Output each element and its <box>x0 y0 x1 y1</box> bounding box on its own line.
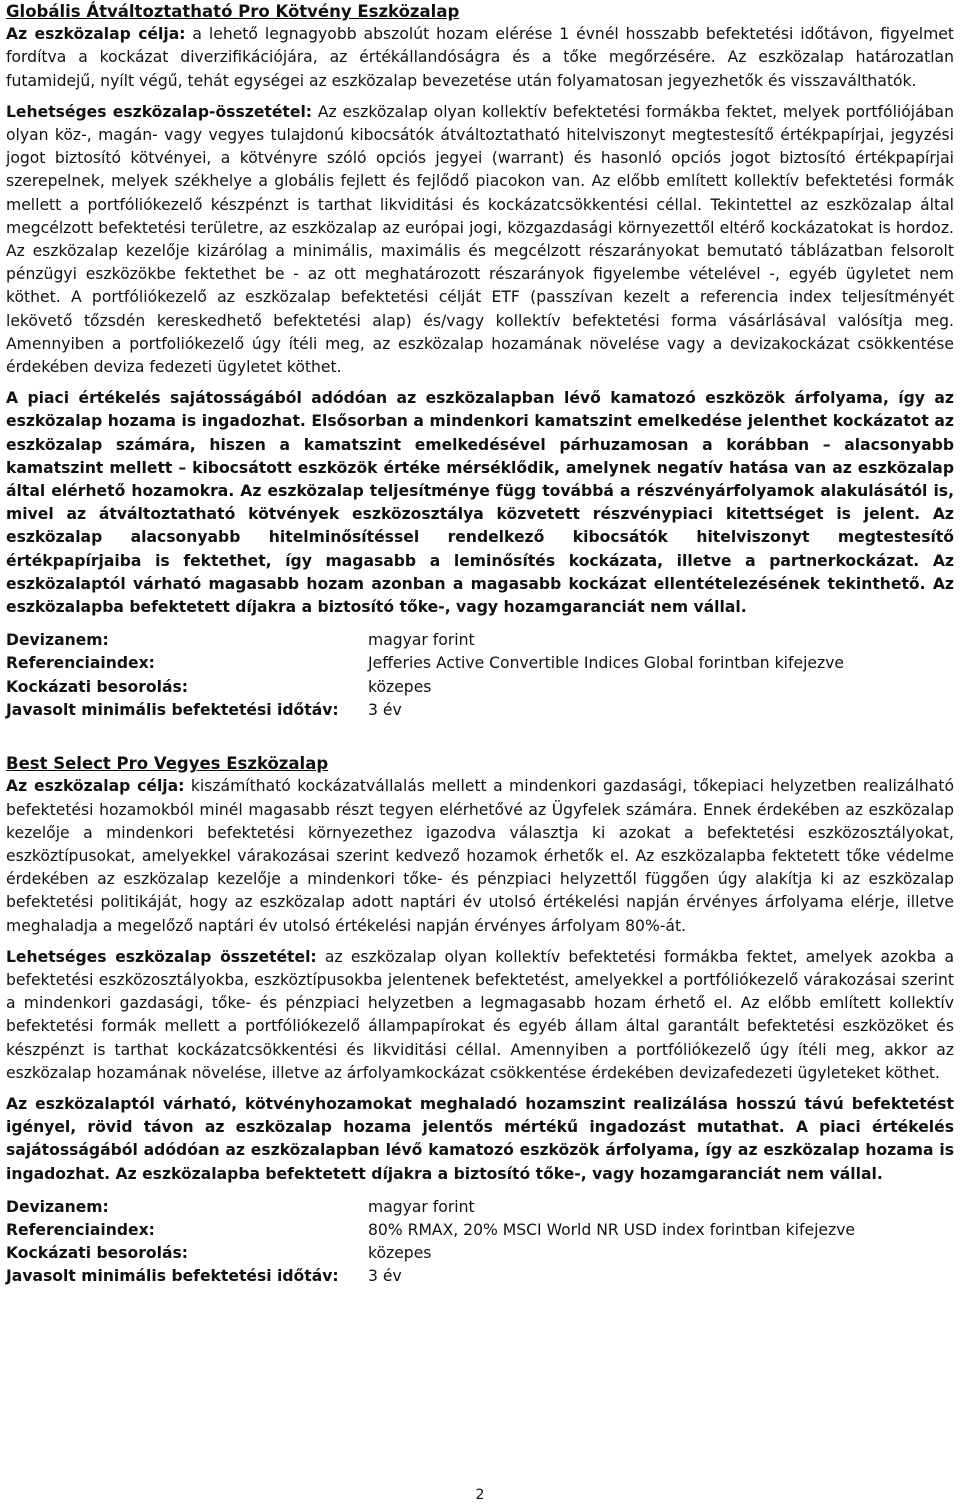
spec-row-horizon <box>6 1265 954 1288</box>
spec-value: 3 év <box>368 700 402 719</box>
composition-paragraph <box>6 946 954 1085</box>
spec-value: 3 év <box>368 1267 402 1286</box>
goal-label: Az eszközalap célja: <box>6 777 185 796</box>
spec-row-currency <box>6 629 954 652</box>
spec-label: Referenciaindex: <box>6 654 155 673</box>
spec-value: Jefferies Active Convertible Indices Global forintban kifejezve <box>368 654 845 673</box>
spec-row-index <box>6 652 954 675</box>
spec-value: közepes <box>368 677 432 696</box>
goal-paragraph <box>6 775 954 937</box>
goal-text: a lehető legnagyobb abszolút hozam elérése 1 évnél hosszabb befektetési időtávon, figyelmet fordítva a kockázat diverzifikációjára, az értékállandóságra és a tőke megőrzésére. Az eszközalap határozatlan futamidejű, nyílt végű, tehát egységei az eszközalap bevezetése után folyamatosan jegyezhetők és visszaválthatók. <box>6 25 955 90</box>
spec-value: 80% RMAX, 20% MSCI World NR USD index forintban kifejezve <box>368 1220 856 1239</box>
goal-label: Az eszközalap célja: <box>6 25 186 44</box>
spec-label: Kockázati besorolás: <box>6 677 189 696</box>
composition-text: az eszközalap olyan kollektív befektetési formákba fektet, amelyek azokba a befektetési eszközosztályokba, eszköztípusokba jelentenek befektetést, amelyekkel a portfóliókezelő várakozásai szerint a mindenkori gazdasági, tőke- és pénzpiaci helyzetben a legmagasabb hozam érhető el. Az előbb említett kollektív befektetési formák mellett a portfóliókezelő állampapírokat és egyéb állam által garantált befektetési eszközöket és készpénzt is tarthat kockázatcsökkentési és likviditási céllal. Amennyiben a portfóliókezelő úgy ítéli meg, akkor az eszközalap hozamának növelése, illetve az árfolyamkockázat csökkentése érdekében devizafedezeti ügyleteket köthet. <box>6 947 954 1082</box>
goal-paragraph <box>6 23 954 93</box>
spec-value: magyar forint <box>368 631 475 650</box>
goal-text: kiszámítható kockázatvállalás mellett a mindenkori gazdasági, tőkepiaci helyzetben realizálható befektetési hozamokból minél magasabb részt tegyen elérhetővé az Ügyfelek számára. Ennek érdekében az eszközalap kezelője a mindenkori befektetési környezethez igazodva választja ki azokat a befektetési eszközosztályokat, eszköztípusokat, amelyekkel várakozásai szerint kedvező hozamok érhetők el. Az eszközalapba fektetett tőke védelme érdekében az eszközalap kezelője a mindenkori tőke- és pénzpiaci helyzettől függően úgy alakítja ki az eszközalap befektetési politikáját, hogy az eszközalap adott naptári év utolsó értékelési napján érvényes árfolyama elérje, illetve meghaladja a megelőző naptári év utolsó értékelési napján érvényes árfolyam 80%-át. <box>6 777 954 935</box>
spec-label: Devizanem: <box>6 631 109 650</box>
risk-paragraph: Az eszközalaptól várható, kötvényhozamokat meghaladó hozamszint realizálása hosszú távú befektetést igényel, rövid távon az eszközalap hozama jelentős mértékű ingadozást mutathat. A piaci értékelés sajátosságából adódóan az eszközalapban lévő kamatozó eszközök árfolyama, így az eszközalap hozama is ingadozhat. Az eszközalapba befektetett díjakra a biztosító tőke-, vagy hozamgaranciát nem vállal. <box>6 1094 954 1183</box>
spec-label: Javasolt minimális befektetési időtáv: <box>6 700 339 719</box>
composition-label: Lehetséges eszközalap összetétel: <box>6 947 317 966</box>
composition-text: Az eszközalap olyan kollektív befektetési formákba fektet, melyek portfóliójában olyan köz-, magán- vagy vegyes tulajdonú kibocsátók átváltoztatható hitelviszonyt megtestesítő értékpapírjai, jegyzési jogot biztosító kötvényei, a kötvényre szóló opciós jegyei (warrant) és hasonló opciós jogot biztosító értékpapírjai szerepelnek, melyek székhelye a globális fejlett és fejlődő piacokon van. Az előbb említett kollektív befektetési formák mellett a portfóliókezelő készpénzt is tarthat likviditási és kockázatcsökkentési céllal. Tekintettel az eszközalap által megcélzott befektetési területre, az eszközalap az európai jogi, közgazdasági környezettől eltérő kockázatokat is hordoz. Az eszközalap kezelője kizárólag a minimális, maximális és megcélzott részarányokat bemutató táblázatban felsorolt pénzügyi eszközökbe fektethet be - az ott meghatározott részarányok figyelembe vételével -, egyéb ügyletet nem köthet. A portfóliókezelő az eszközalap befektetési célját ETF (passzívan kezelt a referencia index teljesítményét lekövető tőzsdén kereskedhető befektetési alap) és/vagy kollektív befektetési forma vásárlásával valósítja meg. Amennyiben a portfoliókezelő úgy ítéli meg, az eszközalap hozamának növelése vagy a devizakockázat csökkentése érdekében deviza fedezeti ügyletet köthet. <box>6 102 954 377</box>
spec-list <box>6 629 954 722</box>
spec-row-horizon <box>6 699 954 722</box>
spec-row-index <box>6 1219 954 1242</box>
composition-paragraph <box>6 101 954 379</box>
spec-list <box>6 1196 954 1289</box>
spec-label: Kockázati besorolás: <box>6 1244 189 1263</box>
section-title-globalis: Globális Átváltoztatható Pro Kötvény Eszközalap <box>6 2 460 21</box>
composition-label: Lehetséges eszközalap-összetétel: <box>6 102 313 121</box>
spec-value: magyar forint <box>368 1197 475 1216</box>
risk-paragraph: A piaci értékelés sajátosságából adódóan az eszközalapban lévő kamatozó eszközök árfolyama, így az eszközalap hozama is ingadozhat. Elsősorban a mindenkori kamatszint emelkedése jelenthet kockázatot az eszközalap számára, hiszen a kamatszint emelkedésével párhuzamosan a korábban – alacsonyabb kamatszint mellett – kibocsátott eszközök értéke mérséklődik, amelynek negatív hatása van az eszközalap által elérhető hozamokra. Az eszközalap teljesítménye függ továbbá a részvényárfolyamok alakulásától is, mivel az átváltoztatható kötvények eszközosztálya közvetett részvénypiaci kitettséget is jelent. Az eszközalap alacsonyabb hitelminősítéssel rendelkező kibocsátók hitelviszonyt megtestesítő értékpapírjaiba is fektethet, így magasabb a leminősítés kockázata, illetve a partnerkockázat. Az eszközalaptól várható magasabb hozam azonban a magasabb kockázat ellentételezésének tekinthető. Az eszközalapba befektetett díjakra a biztosító tőke-, vagy hozamgaranciát nem vállal. <box>6 389 954 617</box>
spec-label: Referenciaindex: <box>6 1220 155 1239</box>
spec-value: közepes <box>368 1244 432 1263</box>
spec-label: Devizanem: <box>6 1197 109 1216</box>
spec-label: Javasolt minimális befektetési időtáv: <box>6 1267 339 1286</box>
section-title-best-select: Best Select Pro Vegyes Eszközalap <box>6 754 329 774</box>
page-number: 2 <box>475 1487 485 1503</box>
spec-row-risk <box>6 1242 954 1265</box>
spec-row-currency <box>6 1196 954 1219</box>
spec-row-risk <box>6 676 954 699</box>
